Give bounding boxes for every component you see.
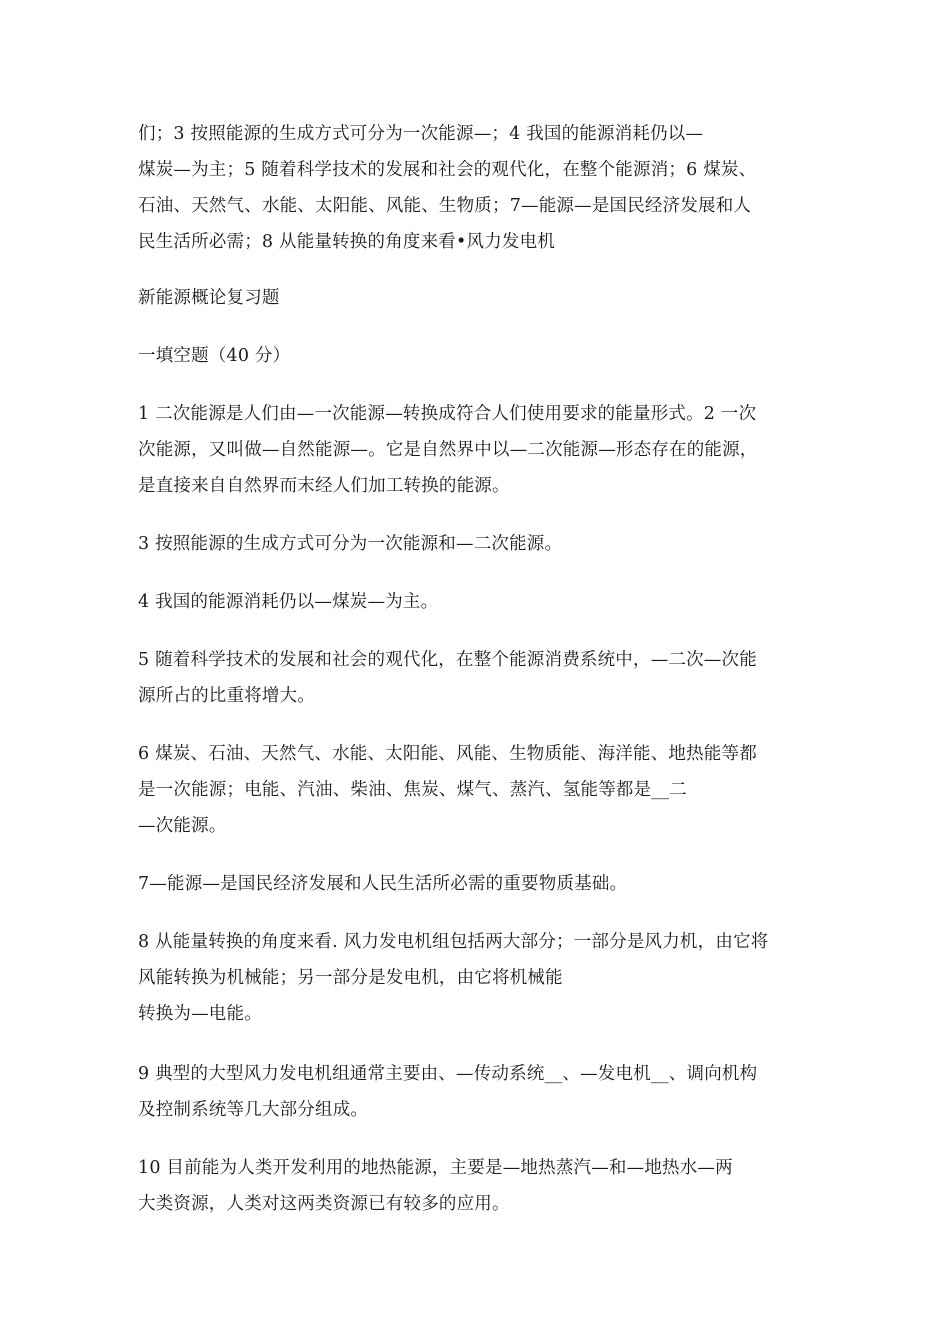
text-line: —次能源。 [138, 816, 227, 836]
text-line: 3 按照能源的生成方式可分为一次能源和—二次能源。 [138, 534, 563, 554]
text-line: 1 二次能源是人们由—一次能源—转换成符合人们使用要求的能量形式。2 一次 [138, 404, 757, 424]
document-title [138, 280, 818, 316]
text-line: 10 目前能为人类开发利用的地热能源，主要是—地热蒸汽—和—地热水—两 [138, 1158, 733, 1178]
heading-line: 一填空题（40 分） [138, 346, 291, 366]
text-line: 9 典型的大型风力发电机组通常主要由、—传动系统__、—发电机__、调向机构 [138, 1064, 758, 1084]
question-3 [138, 526, 818, 562]
title-line: 新能源概论复习题 [138, 288, 280, 308]
text-line: 次能源，又叫做—自然能源—。它是自然界中以—二次能源—形态存在的能源， [138, 440, 758, 460]
text-line: 源所占的比重将增大。 [138, 686, 315, 706]
question-4 [138, 584, 818, 620]
section-heading [138, 338, 818, 374]
question-5 [138, 642, 818, 714]
text-line: 们；3 按照能源的生成方式可分为一次能源—；4 我国的能源消耗仍以— [138, 124, 704, 144]
question-10 [138, 1150, 818, 1222]
text-line: 及控制系统等几大部分组成。 [138, 1100, 369, 1120]
question-9 [138, 1056, 818, 1128]
question-7 [138, 866, 818, 902]
text-line: 6 煤炭、石油、天然气、水能、太阳能、风能、生物质能、海洋能、地热能等都 [138, 744, 757, 764]
text-line: 风能转换为机械能；另一部分是发电机，由它将机械能 [138, 968, 563, 988]
text-line: 大类资源，人类对这两类资源已有较多的应用。 [138, 1194, 510, 1214]
text-line: 石油、天然气、水能、太阳能、风能、生物质；7—能源—是国民经济发展和人 [138, 196, 752, 216]
text-line: 是一次能源；电能、汽油、柴油、焦炭、煤气、蒸汽、氢能等都是__二 [138, 780, 687, 800]
text-line: 转换为—电能。 [138, 1004, 262, 1024]
text-line: 5 随着科学技术的发展和社会的观代化，在整个能源消费系统中，—二次—次能 [138, 650, 757, 670]
text-line: 7—能源—是国民经济发展和人民生活所必需的重要物质基础。 [138, 874, 628, 894]
text-line: 民生活所必需；8 从能量转换的角度来看•风力发电机 [138, 232, 556, 252]
question-6 [138, 736, 818, 844]
question-1-2 [138, 396, 818, 504]
text-line: 是直接来自自然界而末经人们加工转换的能源。 [138, 476, 510, 496]
question-8 [138, 924, 818, 1032]
text-line: 8 从能量转换的角度来看. 风力发电机组包括两大部分；一部分是风力机，由它将 [138, 932, 769, 952]
intro-fragment-paragraph [138, 116, 818, 260]
text-line: 4 我国的能源消耗仍以—煤炭—为主。 [138, 592, 439, 612]
text-line: 煤炭—为主；5 随着科学技术的发展和社会的观代化，在整个能源消；6 煤炭、 [138, 160, 757, 180]
